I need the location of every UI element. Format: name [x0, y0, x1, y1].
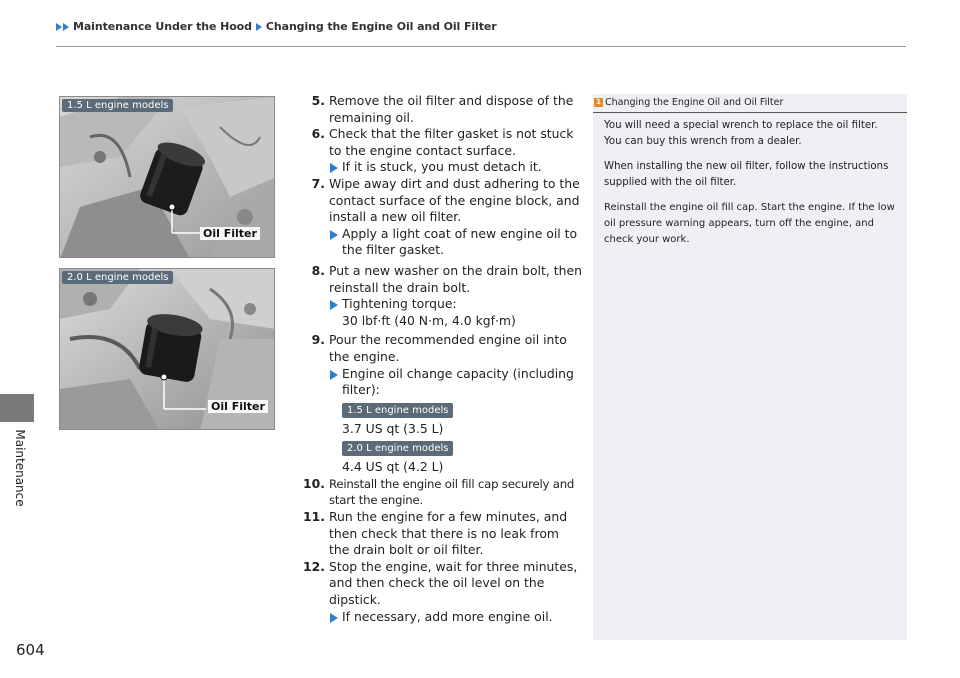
step-text: Run the engine for a few minutes, and then check that there is no leak from the drain bolt or oil filter. — [329, 509, 568, 558]
step-number: 7. — [311, 175, 325, 191]
arrow-icon — [256, 23, 263, 31]
step-text: Stop the engine, wait for three minutes, and then check the oil level on the dipstick. — [329, 558, 578, 608]
note-sidebar — [593, 94, 907, 640]
step-text: Remove the oil filter and dispose of the remaining oil. — [329, 93, 574, 125]
double-arrow-icon — [56, 23, 70, 31]
step-number: 10. — [303, 475, 325, 491]
note-body — [593, 113, 907, 247]
engine-model-tag: 2.0 L engine models — [342, 441, 453, 456]
breadcrumb-item-changing-oil[interactable]: Changing the Engine Oil and Oil Filter — [265, 20, 497, 33]
step-number: 11. — [303, 509, 325, 525]
note-paragraph: Reinstall the engine oil fill cap. Start the engine. If the low oil pressure warning appears, turn off the engine, and check your work. — [604, 202, 895, 245]
capacity-2-0l — [329, 437, 582, 476]
engine-model-tag: 1.5 L engine models — [342, 403, 453, 418]
step-text: Put a new washer on the drain bolt, then reinstall the drain bolt. — [329, 262, 582, 295]
step-7 — [292, 176, 582, 259]
step-5 — [292, 93, 582, 126]
breadcrumb — [56, 20, 501, 33]
step-9 — [292, 332, 582, 476]
note-title: Changing the Engine Oil and Oil Filter — [605, 97, 784, 108]
step-text: Wipe away dirt and dust adhering to the contact surface of the engine block, and install a new oil filter. — [329, 175, 580, 225]
step-note-text: Engine oil change capacity (including filter): — [342, 365, 574, 398]
engine-photo-2-0l — [59, 268, 275, 430]
note-header — [593, 94, 907, 113]
step-note — [329, 159, 582, 176]
step-note — [329, 296, 582, 313]
step-number: 12. — [303, 558, 325, 574]
arrow-icon — [330, 370, 338, 380]
capacity-value: 3.7 US qt (3.5 L) — [342, 420, 444, 436]
breadcrumb-item-maintenance-under-hood[interactable]: Maintenance Under the Hood — [73, 20, 252, 33]
step-number: 8. — [311, 262, 325, 278]
arrow-icon — [330, 230, 338, 240]
oil-filter-callout: Oil Filter — [208, 400, 268, 413]
section-tab-marker — [0, 394, 34, 422]
note-paragraph: When installing the new oil filter, follow the instructions supplied with the oil filter. — [604, 161, 889, 188]
arrow-icon — [330, 613, 338, 623]
note-marker-icon: 1 — [594, 98, 603, 107]
step-8 — [292, 263, 582, 329]
capacity-value: 4.4 US qt (4.2 L) — [342, 459, 444, 475]
procedure-steps — [292, 93, 582, 625]
step-12 — [292, 559, 582, 625]
capacity-1-5l — [329, 399, 582, 438]
step-text: Pour the recommended engine oil into the engine. — [329, 332, 567, 364]
step-note-text: If it is stuck, you must detach it. — [342, 159, 542, 175]
section-label: Maintenance — [13, 429, 27, 507]
arrow-icon — [330, 163, 338, 173]
step-number: 5. — [311, 93, 325, 108]
step-note — [329, 366, 582, 399]
header-divider — [56, 46, 906, 47]
step-note-text: Tightening torque: — [342, 296, 457, 312]
oil-filter-callout: Oil Filter — [200, 227, 260, 240]
note-paragraph: You will need a special wrench to replace the oil filter. You can buy this wrench from a dealer. — [604, 120, 878, 147]
engine-model-tag: 1.5 L engine models — [62, 99, 173, 112]
engine-photo-1-5l — [59, 96, 275, 258]
step-note — [329, 609, 582, 626]
torque-value: 30 lbf·ft (40 N·m, 4.0 kgf·m) — [342, 312, 516, 328]
page-number: 604 — [16, 641, 45, 659]
step-6 — [292, 126, 582, 176]
step-text: Check that the filter gasket is not stuck to the engine contact surface. — [329, 126, 574, 158]
step-11 — [292, 509, 582, 559]
step-10 — [292, 476, 582, 509]
step-note-text: Apply a light coat of new engine oil to the filter gasket. — [342, 225, 578, 258]
step-number: 6. — [311, 126, 325, 142]
step-note — [329, 226, 582, 259]
step-number: 9. — [311, 332, 325, 348]
engine-model-tag: 2.0 L engine models — [62, 271, 173, 284]
step-text: Reinstall the engine oil fill cap securely and start the engine. — [329, 476, 575, 508]
step-note-text: If necessary, add more engine oil. — [342, 608, 553, 624]
arrow-icon — [330, 300, 338, 310]
